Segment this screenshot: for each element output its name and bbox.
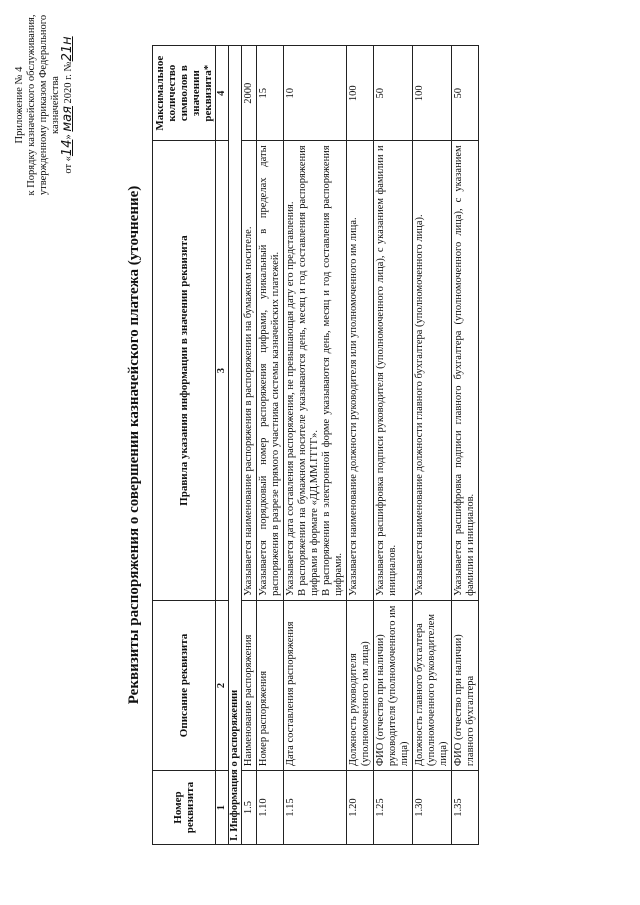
table-row (242, 46, 257, 845)
header-description: Описание реквизита (153, 600, 216, 770)
date-month: мая (60, 106, 75, 132)
requisites-table (152, 45, 479, 845)
requisite-description: Дата составления распоряжения (284, 600, 347, 770)
table-row (347, 46, 374, 845)
rule-paragraph: Указывается наименование должности руководителя или уполномоченного им лица. (348, 217, 359, 596)
order-number-prefix: № (63, 61, 74, 72)
requisite-rules (374, 141, 413, 600)
order-number: 21н (60, 36, 75, 62)
col-number-2: 2 (216, 600, 229, 770)
section-row (229, 46, 242, 845)
rule-paragraph: Указывается дата составления распоряжения, не превышающая дату его представления. (285, 201, 296, 596)
header-number: Номер реквизита (153, 771, 216, 845)
requisite-max-chars: 2000 (242, 46, 257, 141)
rule-paragraph: Указывается наименование распоряжения в распоряжении на бумажном носителе. (243, 226, 254, 596)
appendix-line-1: Приложение № 4 (14, 66, 25, 144)
rule-paragraph: Указывается порядковый номер распоряжения цифрами, уникальный в пределах даты распоряжения в разрезе прямого участника системы казначейских платежей. (258, 145, 281, 596)
requisite-description: Должность главного бухгалтера (уполномоченного руководителем лица) (413, 600, 452, 770)
document-title: Реквизиты распоряжения о совершении казначейского платежа (уточнение) (126, 185, 142, 705)
rule-paragraph: Указывается расшифровка подписи руководителя (уполномоченного лица), с указанием фамилии и инициалов. (375, 145, 398, 596)
requisite-max-chars: 100 (347, 46, 374, 141)
rule-paragraph: В распоряжении в электронной форме указываются день, месяц и год составления распоряжения цифрами. (321, 145, 344, 596)
requisite-description: Должность руководителя (уполномоченного им лица) (347, 600, 374, 770)
table-header-row (153, 46, 216, 845)
table-row (284, 46, 347, 845)
requisite-number: 1.30 (413, 771, 452, 845)
requisite-max-chars: 50 (452, 46, 479, 141)
requisite-description: Наименование распоряжения (242, 600, 257, 770)
date-day: 14 (60, 139, 75, 157)
requisite-max-chars: 10 (284, 46, 347, 141)
table-row (374, 46, 413, 845)
requisite-number: 1.25 (374, 771, 413, 845)
appendix-line-4: казначейства (50, 76, 61, 134)
requisite-number: 1.20 (347, 771, 374, 845)
requisite-description: Номер распоряжения (257, 600, 284, 770)
requisite-number: 1.35 (452, 771, 479, 845)
requisite-description: ФИО (отчество при наличии) главного бухгалтера (452, 600, 479, 770)
date-year: 2020 г. (63, 74, 74, 104)
appendix-block (14, 5, 75, 205)
appendix-date (62, 5, 75, 205)
rule-paragraph: Указывается наименование должности главного бухгалтера (уполномоченного лица). (414, 214, 425, 596)
col-number-4: 4 (216, 46, 229, 141)
requisite-rules (257, 141, 284, 600)
requisite-rules (413, 141, 452, 600)
requisite-rules (284, 141, 347, 600)
table-row (257, 46, 284, 845)
rule-paragraph: В распоряжении на бумажном носителе указываются день, месяц и год составления распоряжения цифрами в формате «ДД.ММ.ГГГГ». (297, 145, 320, 596)
requisite-rules (242, 141, 257, 600)
date-mid: » (63, 134, 74, 140)
column-numbers-row (216, 46, 229, 845)
appendix-line-3: утвержденному приказом Федерального (38, 14, 49, 196)
requisite-description: ФИО (отчество при наличии) руководителя (уполномоченного им лица) (374, 600, 413, 770)
col-number-3: 3 (216, 141, 229, 600)
header-rules: Правила указания информации в значении реквизита (153, 141, 216, 600)
rule-paragraph: Указывается расшифровка подписи главного бухгалтера (уполномоченного лица), с указанием фамилии и инициалов. (453, 145, 476, 596)
requisite-rules (452, 141, 479, 600)
requisite-number: 1.10 (257, 771, 284, 845)
date-prefix: от « (63, 156, 74, 174)
requisite-number: 1.5 (242, 771, 257, 845)
col-number-1: 1 (216, 771, 229, 845)
requisite-rules (347, 141, 374, 600)
table-row (413, 46, 452, 845)
requisite-max-chars: 15 (257, 46, 284, 141)
table-row (452, 46, 479, 845)
requisite-max-chars: 100 (413, 46, 452, 141)
requisite-max-chars: 50 (374, 46, 413, 141)
appendix-line-2: к Порядку казначейского обслуживания, (26, 14, 37, 196)
section-title: I. Информация о распоряжении (229, 46, 242, 845)
requisite-number: 1.15 (284, 771, 347, 845)
header-max-chars: Максимальное количество символов в значении реквизита* (153, 46, 216, 141)
